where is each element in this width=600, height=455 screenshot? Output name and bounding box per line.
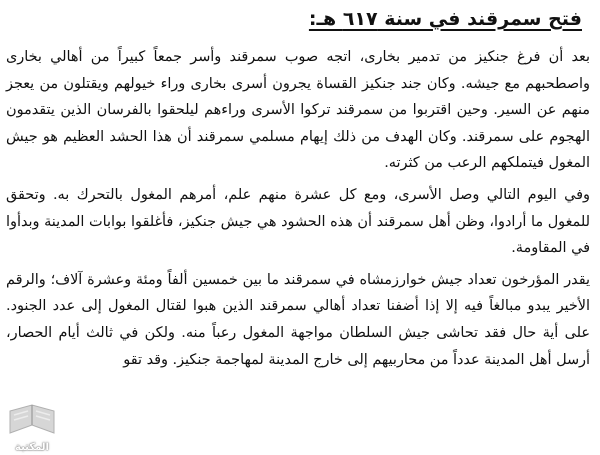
library-watermark: [4, 403, 60, 453]
book-icon: [4, 403, 60, 439]
paragraph-2: وفي اليوم التالي وصل الأسرى، ومع كل عشرة منهم علم، أمرهم المغول بالتحرك به. وتحقق للمغول ما أرادوا، وظن أهل سمرقند أن هذه الحشود هي جيش جنكيز، فأغلقوا بوابات المدينة وبدأوا في المقاومة.: [6, 186, 590, 257]
section-heading: فتح سمرقند في سنة ٦١٧ هـ:: [308, 8, 582, 30]
body-text: [6, 44, 590, 373]
watermark-text: المكتبة: [15, 442, 49, 453]
paragraph-1: بعد أن فرغ جنكيز من تدمير بخارى، اتجه صوب سمرقند وأسر جمعاً كبيراً من أهالي بخارى واصطحبهم مع جيشه. وكان جند جنكيز القساة يجرون أسرى بخارى وراء خيولهم ويقتلون من يعجز منهم عن السير. وحين اقتربوا من سمرقند تركوا الأسرى وراءهم ليلحقوا بالفرسان الذين يتقدمون الهجوم على سمرقند. وكان الهدف من ذلك إيهام مسلمي سمرقند أن هذا الحشد العظيم هو جيش المغول فيتملكهم الرعب من كثرته.: [6, 49, 590, 172]
paragraph-3: يقدر المؤرخون تعداد جيش خوارزمشاه في سمرقند ما بين خمسين ألفاً ومئة وعشرة آلاف؛ والرقم الأخير يبدو مبالغاً فيه إلا إذا أضفنا تعداد أهالي سمرقند الذين هبوا لقتال المغول إلى عدد الجنود. على أية حال فقد تحاشى جيش السلطان مواجهة المغول رعباً منه. ولكن في ثالث أيام الحصار، أرسل أهل المدينة عدداً من محاربيهم إلى خارج المدينة لمهاجمة جنكيز. وقد تقو: [6, 271, 590, 368]
